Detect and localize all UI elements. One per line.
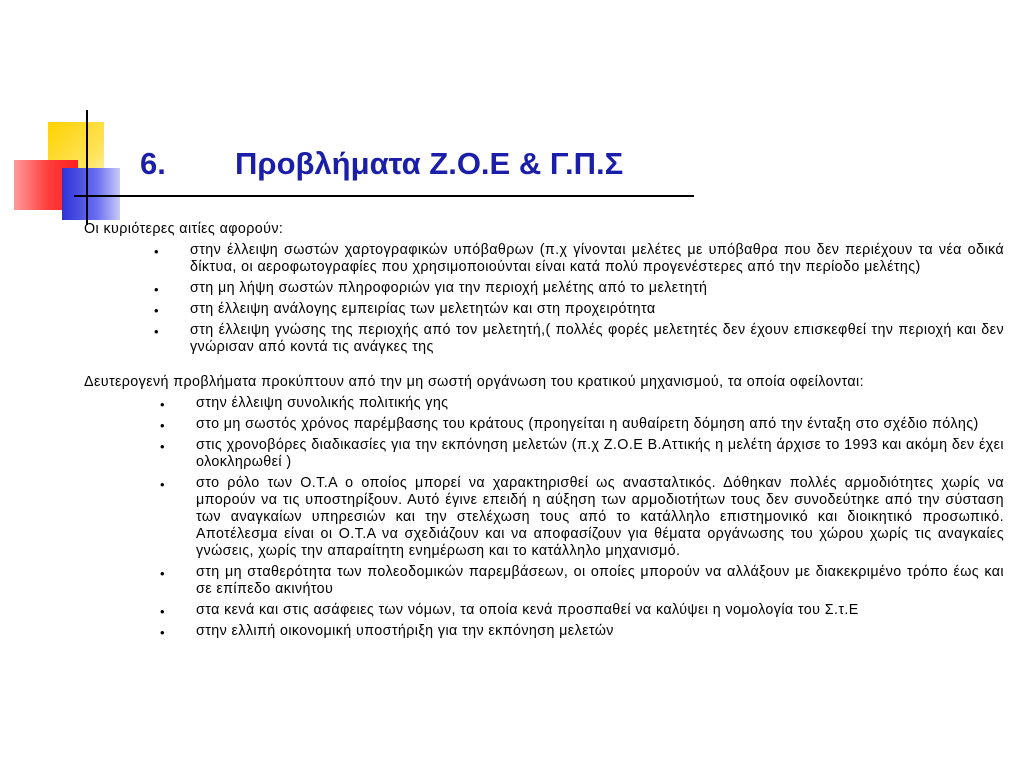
bullet-icon: • [154,244,159,259]
decor-vertical-line [86,110,88,225]
list-item: • στη μη σταθερότητα των πολεοδομικών παρεμβάσεων, οι οποίες μπορούν να αλλάξουν με διακεκριμένο τρόπο έως και σε επίπεδο ακινήτου [160,564,1004,597]
section2-list [84,395,1004,640]
decor-blue-square [62,168,120,220]
section-spacer [84,356,1004,374]
bullet-icon: • [154,303,159,318]
title-text: Προβλήματα Ζ.Ο.Ε & Γ.Π.Σ [235,146,624,181]
bullet-icon: • [160,439,165,454]
title-number: 6. [140,146,166,181]
list-item: • στη έλλειψη ανάλογης εμπειρίας των μελετητών και στη προχειρότητα [154,301,656,318]
bullet-icon: • [160,604,165,619]
list-item: • στη μη λήψη σωστών πληροφοριών για την περιοχή μελέτης από το μελετητή [154,280,708,297]
list-item: • στα κενά και στις ασάφειες των νόμων, τα οποία κενά προσπαθεί να καλύψει η νομολογία του Σ.τ.Ε [160,602,859,619]
list-item: • στις χρονοβόρες διαδικασίες για την εκπόνηση μελετών (π.χ Ζ.Ο.Ε Β.Αττικής η μελέτη άρχισε το 1993 και ακόμη δεν έχει ολοκληρωθεί ) [160,437,1004,470]
bullet-icon: • [154,324,159,339]
list-item: • στην έλλειψη συνολικής πολιτικής γης [160,395,449,412]
list-item: • στο μη σωστός χρόνος παρέμβασης του κράτους (προηγείται η αυθαίρετη δόμηση από την ένταξη στο σχέδιο πόλης) [160,416,979,433]
list-item: • στην ελλιπή οικονομική υποστήριξη για την εκπόνηση μελετών [160,623,614,640]
slide-body [84,221,1004,640]
title-underline [74,195,694,197]
list-item: • στο ρόλο των Ο.Τ.Α ο οποίος μπορεί να χαρακτηρισθεί ως ανασταλτικός. Δόθηκαν πολλές αρμοδιότητες χωρίς να μπορούν να τις υποστηρίξουν. Αυτό έγινε επειδή η αύξηση των αρμοδιοτήτων τους δεν συνοδεύτηκε από την σύσταση των αναγκαίων υπηρεσιών και την στελέχωση τους από το κατάλληλο επιστημονικό και διοικητικό προσωπικό. Αποτέλεσμα είναι οι Ο.Τ.Α να σχεδιάζουν και να αποφασίζουν για θέματα οργάνωσης του χώρου χωρίς τις αναγκαίες γνώσεις, χωρίς την απαραίτητη ενημέρωση και το κατάλληλο μηχανισμό. [160,475,1004,559]
bullet-icon: • [154,282,159,297]
list-item: • στη έλλειψη γνώσης της περιοχής από τον μελετητή,( πολλές φορές μελετητές δεν έχουν επισκεφθεί την περιοχή και δεν γνώρισαν από κοντά τις ανάγκες της [154,322,1004,355]
section1-intro: Οι κυριότερες αιτίες αφορούν: [84,221,284,237]
bullet-icon: • [160,397,165,412]
section2-intro: Δευτερογενή προβλήματα προκύπτουν από την μη σωστή οργάνωση του κρατικού μηχανισμού, τα οποία οφείλονται: [84,374,864,390]
bullet-icon: • [160,418,165,433]
bullet-icon: • [160,477,165,492]
list-item: • στην έλλειψη σωστών χαρτογραφικών υπόβαθρων (π.χ γίνονται μελέτες με υπόβαθρα που δεν περιέχουν τα νέα οδικά δίκτυα, οι αεροφωτογραφίες που χρησιμοποιούνται είναι κατά πολύ προγενέστερες από την περίοδο μελέτης) [154,242,1004,275]
section1-list [84,242,1004,356]
slide-title [140,146,623,182]
bullet-icon: • [160,625,165,640]
bullet-icon: • [160,566,165,581]
